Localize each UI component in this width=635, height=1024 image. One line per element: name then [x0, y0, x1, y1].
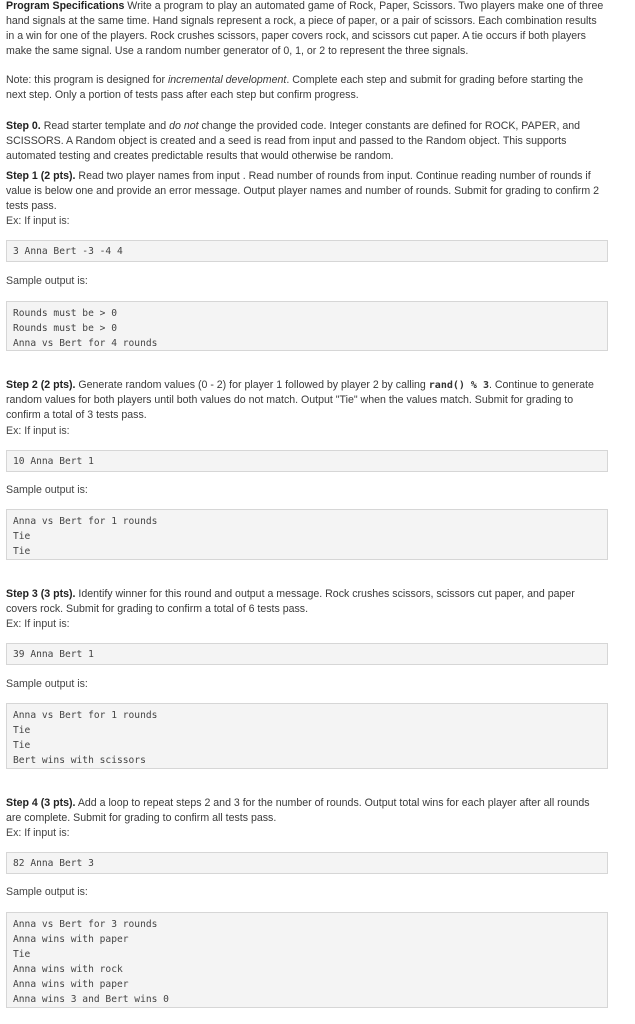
step2-paragraph: [6, 378, 606, 423]
output-line: Anna vs Bert for 4 rounds: [13, 338, 158, 349]
output-line: Anna wins 3 and Bert wins 0: [13, 994, 169, 1005]
step4-sample-label: Sample output is:: [6, 886, 88, 898]
step2-input-box: 10 Anna Bert 1: [6, 450, 608, 472]
step4-input-box: 82 Anna Bert 3: [6, 852, 608, 874]
step3-example-label: Ex: If input is:: [6, 618, 70, 630]
step1-example-label: Ex: If input is:: [6, 215, 70, 227]
output-line: Tie: [13, 531, 31, 542]
step3-output-box: [6, 703, 608, 769]
step0-paragraph: [6, 119, 606, 164]
step2-output-box: [6, 509, 608, 560]
step4-output-box: [6, 912, 608, 1008]
step3-paragraph: [6, 587, 606, 617]
step0-heading: Step 0.: [6, 120, 41, 132]
step4-example-label: Ex: If input is:: [6, 827, 70, 839]
output-line: Anna vs Bert for 3 rounds: [13, 919, 158, 930]
step1-output-box: [6, 301, 608, 351]
output-line: Anna wins with paper: [13, 979, 129, 990]
output-line: Anna wins with rock: [13, 964, 123, 975]
output-line: Tie: [13, 725, 31, 736]
output-line: Anna vs Bert for 1 rounds: [13, 516, 158, 527]
step2-text-a: Generate random values (0 - 2) for player 1 followed by player 2 by calling: [75, 379, 429, 391]
step3-heading: Step 3 (3 pts).: [6, 588, 76, 600]
step0-emphasis: do not: [169, 120, 199, 132]
output-line: Rounds must be > 0: [13, 323, 117, 334]
step2-sample-label: Sample output is:: [6, 484, 88, 496]
step2-heading: Step 2 (2 pts).: [6, 379, 76, 391]
step3-input-box: 39 Anna Bert 1: [6, 643, 608, 665]
intro-text: Write a program to play an automated game of Rock, Paper, Scissors. Two players make one of three hand signals at the same time. Hand signals represent a rock, a piece of paper, or a pair of scissors. Each combination results in a win for one of the players. Rock crushes scissors, paper covers rock, and scissors cut paper. A tie occurs if both players make the same signal. Use a random number generator of 0, 1, or 2 to represent the three signals.: [6, 0, 604, 57]
step1-text: Read two player names from input . Read number of rounds from input. Continue reading number of rounds if value is below one and provide an error message. Output player names and number of rounds. Submit for grading to confirm 2 tests pass.: [6, 170, 599, 212]
step0-text-b: change the provided code. Integer constants are defined for ROCK, PAPER, and SCISSORS. A Random object is created and a seed is read from input and passed to the Random object. This supports automated testing and creates predictable results that would otherwise be random.: [6, 120, 580, 162]
note-prefix: Note: this program is designed for: [6, 74, 168, 86]
step2-example-label: Ex: If input is:: [6, 425, 70, 437]
output-line: Tie: [13, 949, 31, 960]
note-emphasis: incremental development: [167, 74, 287, 86]
output-line: Anna vs Bert for 1 rounds: [13, 710, 158, 721]
note-suffix: . Complete each step and submit for grading before starting the next step. Only a portion of tests pass after each step but confirm progress.: [6, 74, 584, 101]
step4-text: Add a loop to repeat steps 2 and 3 for the number of rounds. Output total wins for each player after all rounds are complete. Submit for grading to confirm all tests pass.: [6, 797, 590, 824]
step1-heading: Step 1 (2 pts).: [6, 170, 76, 182]
note-paragraph: [6, 73, 606, 103]
output-line: Bert wins with scissors: [13, 755, 146, 766]
step4-heading: Step 4 (3 pts).: [6, 797, 76, 809]
intro-heading: Program Specifications: [6, 0, 125, 12]
step1-paragraph: [6, 169, 606, 214]
output-line: Anna wins with paper: [13, 934, 129, 945]
step1-sample-label: Sample output is:: [6, 275, 88, 287]
step3-text: Identify winner for this round and output a message. Rock crushes scissors, scissors cut paper, and paper covers rock. Submit for grading to confirm a total of 6 tests pass.: [6, 588, 575, 615]
step2-inline-code: rand() % 3: [428, 380, 489, 391]
output-line: Rounds must be > 0: [13, 308, 117, 319]
step0-text-a: Read starter template and: [40, 120, 170, 132]
output-line: Tie: [13, 546, 31, 557]
step3-sample-label: Sample output is:: [6, 678, 88, 690]
step2-text-b: . Continue to generate random values for both players until both values do not match. Output "Tie" when the values match. Submit for grading to confirm a total of 3 tests pass.: [6, 379, 594, 421]
intro-paragraph: [6, 0, 606, 59]
output-line: Tie: [13, 740, 31, 751]
step1-input-box: 3 Anna Bert -3 -4 4: [6, 240, 608, 262]
step4-paragraph: [6, 796, 606, 826]
